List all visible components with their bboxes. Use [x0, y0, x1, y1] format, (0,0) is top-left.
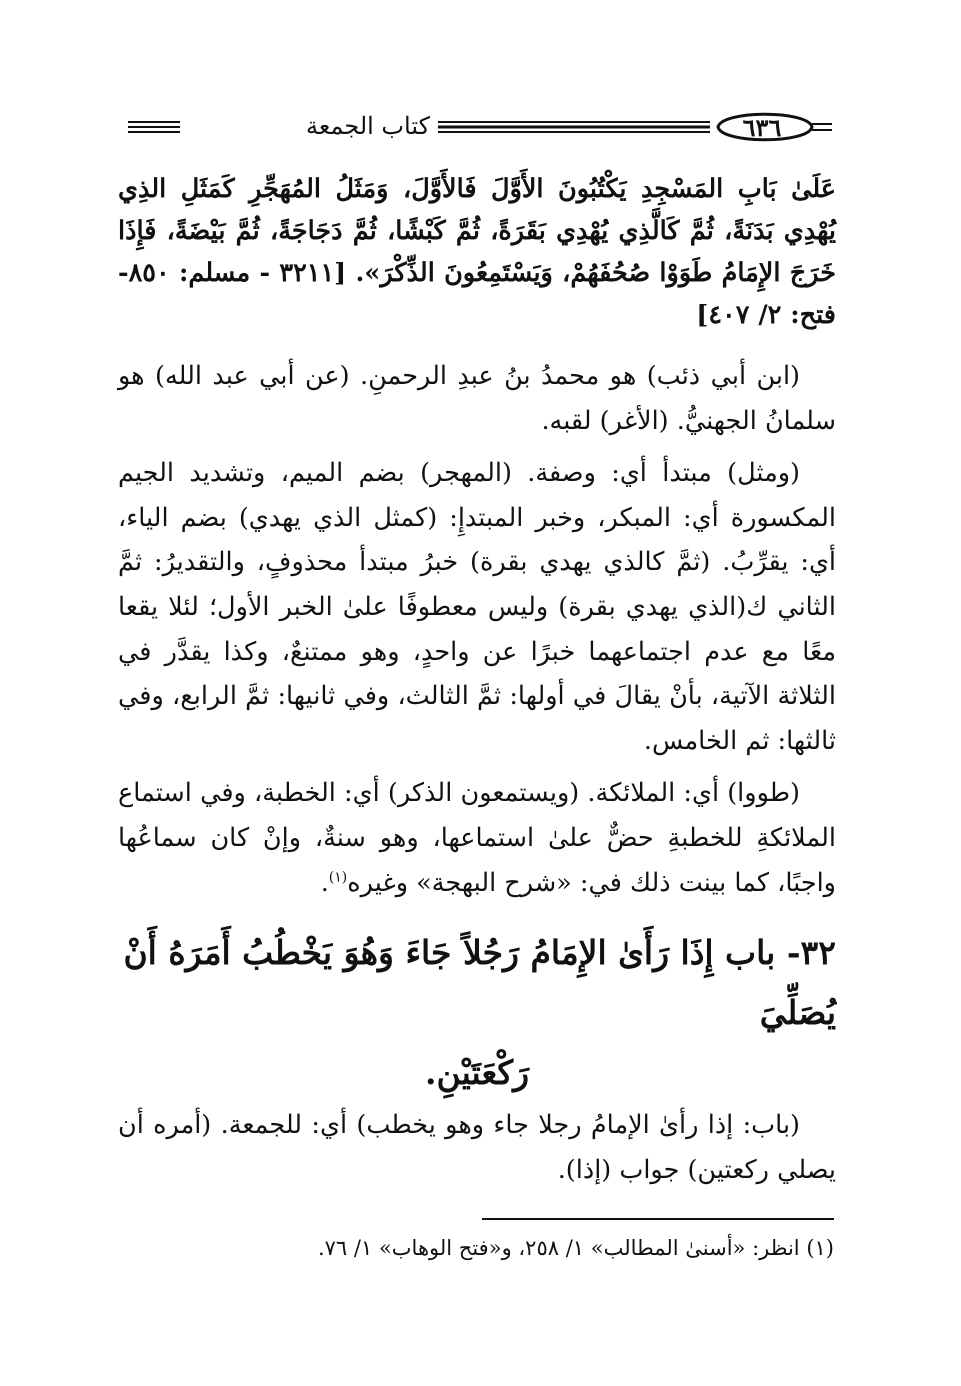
page-header: [118, 108, 834, 152]
running-title: كتاب الجمعة: [298, 112, 438, 140]
commentary-paragraph-3-text: (طووا) أي: الملائكة. (ويستمعون الذكر) أي: الخطبة، وفي استماع الملائكةِ للخطبةِ حضٌّ علىٰ استماعها، وهو سنةٌ، وإنْ كان سماعُها واجبًا، كما بينت ذلك في: «شرح البهجة» وغيره: [118, 778, 836, 898]
chapter-heading-line-1: ٣٢- باب إِذَا رَأَىٰ الإِمَامُ رَجُلاً جَاءَ وَهُوَ يَخْطُبُ أَمَرَهُ أَنْ يُصَلِّيَ: [123, 933, 836, 1033]
page-body: [118, 168, 836, 1200]
hadith-text: عَلَىٰ بَابِ المَسْجِدِ يَكْتُبُونَ الأَوَّلَ فَالأَوَّلَ، وَمَثَلُ المُهَجِّرِ كَمَثَلِ الذِي يُهْدِي بَدَنَةً، ثُمَّ كَالَّذِي يُهْدِي بَقَرَةً، ثُمَّ كَبْشًا، ثُمَّ دَجَاجَةً، ثُمَّ بَيْضَةً، فَإِذَا خَرَجَ الإِمَامُ طَوَوْا صُحُفَهُمْ، وَيَسْتَمِعُونَ الذِّكْرَ». [٣٢١١ - مسلم: ٨٥٠- فتح: ٢/ ٤٠٧]: [118, 174, 836, 330]
footnote: (١) انظر: «أسنىٰ المطالب» ١/ ٢٥٨، و«فتح الوهاب» ١/ ٧٦.: [317, 1236, 834, 1260]
chapter-heading-line-2: رَكْعَتَيْنِ.: [424, 1053, 530, 1093]
commentary-paragraph-3-end: .: [320, 867, 329, 898]
commentary-paragraph-3: [118, 771, 836, 905]
commentary-paragraph-2: (ومثل) مبتدأ أي: وصفة. (المهجر) بضم الميم، وتشديد الجيم المكسورة أي: المبكر، وخبر المبتدإِ: (كمثل الذي يهدي) بضم الياء، أي: يقرِّبُ. (ثمَّ كالذي يهدي بقرة) خبرُ مبتدأ محذوفٍ، والتقديرُ: ثمَّ الثاني ك(الذي يهدي بقرة) وليس معطوفًا علىٰ الخبر الأول؛ لئلا يقعا معًا مع عدم اجتماعهما خبرًا عن واحدٍ، وهو ممتنعٌ، وكذا يقدَّر في الثلاثة الآتية، بأنْ يقالَ في أولها: ثمَّ الثالث، وفي ثانيها: ثمَّ الرابع، وفي ثالثها: ثم الخامس.: [118, 458, 836, 756]
commentary-paragraph-1: (ابن أبي ذئب) هو محمدُ بنُ عبدِ الرحمنِ. (عن أبي عبد الله) هو سلمانُ الجهنيُّ. (الأغر) لقبه.: [118, 361, 836, 436]
footnote-reference: (١): [328, 869, 348, 886]
footnote-divider: [482, 1218, 834, 1220]
page-number: ٦٣٦: [742, 113, 782, 142]
chapter-heading: [118, 923, 836, 1103]
commentary-paragraph-4: (باب: إذا رأىٰ الإمامُ رجلا جاء وهو يخطب) أي: للجمعة. (أمره أن يصلي ركعتين) جواب (إذا).: [118, 1110, 836, 1185]
